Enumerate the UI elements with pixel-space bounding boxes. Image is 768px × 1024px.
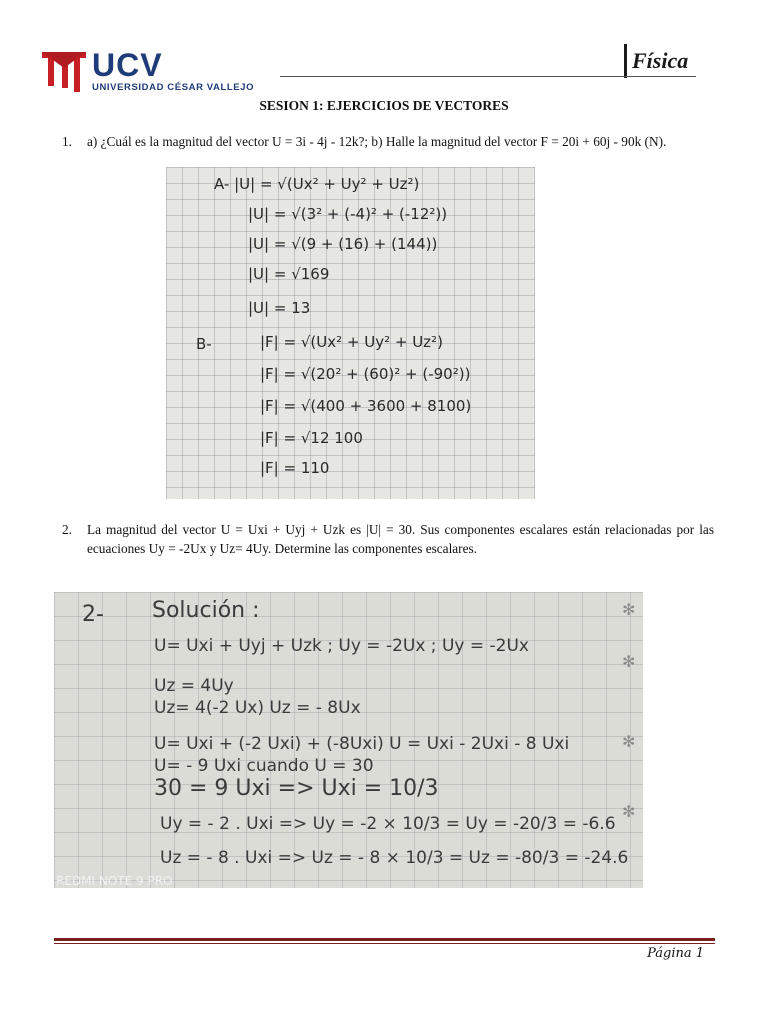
exercise-number: 2.: [62, 522, 72, 537]
photo-line: |F| = √(400 + 3600 + 8100): [260, 397, 472, 415]
exercise-1: [62, 132, 714, 151]
photo-line: |U| = √(9 + (16) + (144)): [248, 235, 438, 253]
flower-decoration-icon: ✻: [622, 652, 636, 671]
exercise-text: a) ¿Cuál es la magnitud del vector U = 3i - 4j - 12k?; b) Halle la magnitud del vector F = 20i + 60j - 90k (N).: [87, 134, 667, 149]
flower-decoration-icon: ✻: [622, 732, 636, 751]
photo-line: |F| = √(Ux² + Uy² + Uz²): [260, 333, 443, 351]
photo-line: A- |U| = √(Ux² + Uy² + Uz²): [214, 175, 420, 193]
footer-rule-thin: [54, 943, 715, 944]
exercise-text: La magnitud del vector U = Uxi + Uyj + Uzk es |U| = 30. Sus componentes escalares están relacionadas por las ecuaciones Uy = -2Ux y Uz= 4Uy. Determine las componentes escalares.: [87, 522, 714, 556]
photo-line: |U| = √169: [248, 265, 330, 283]
header-rule: [280, 76, 696, 77]
photo-line: 30 = 9 Uxi => Uxi = 10/3: [154, 776, 439, 801]
photo-line: U= Uxi + (-2 Uxi) + (-8Uxi) U = Uxi - 2Uxi - 8 Uxi: [154, 734, 570, 754]
course-title: Física: [632, 48, 689, 73]
photo-line: Uz = - 8 . Uxi => Uz = - 8 × 10/3 = Uz = -80/3 = -24.6: [160, 848, 629, 868]
logo-text: UCV: [92, 47, 163, 83]
document-title: SESION 1: EJERCICIOS DE VECTORES: [259, 98, 509, 113]
photo-line: Uz = 4Uy: [154, 676, 234, 696]
photo-line: Uz= 4(-2 Ux) Uz = - 8Ux: [154, 698, 361, 718]
photo-line: |F| = √12 100: [260, 429, 363, 447]
handwritten-solution-photo-2: [54, 592, 643, 888]
flower-decoration-icon: ✻: [622, 802, 636, 821]
photo-line: Solución :: [152, 598, 260, 623]
page-header: [0, 0, 768, 100]
photo-line: |U| = √(3² + (-4)² + (-12²)): [248, 205, 448, 223]
logo-subtext: UNIVERSIDAD CÉSAR VALLEJO: [92, 82, 255, 93]
camera-watermark: REDMI NOTE 9 PRO: [56, 874, 173, 888]
handwritten-solution-photo-1: [166, 167, 535, 499]
photo-line: U= - 9 Uxi cuando U = 30: [154, 756, 374, 776]
page-number: Página 1: [647, 946, 704, 961]
photo-line: |U| = 13: [248, 299, 311, 317]
photo-line: U= Uxi + Uyj + Uzk ; Uy = -2Ux ; Uy = -2Ux: [154, 636, 529, 656]
flower-decoration-icon: ✻: [622, 600, 636, 619]
exercise-number: 1.: [62, 134, 72, 149]
footer-rule: [54, 938, 715, 941]
exercise-2: [62, 520, 714, 558]
header-divider: [624, 44, 627, 78]
photo-line: B-: [196, 335, 212, 353]
photo-line: 2-: [82, 602, 104, 627]
photo-line: Uy = - 2 . Uxi => Uy = -2 × 10/3 = Uy = -20/3 = -6.6: [160, 814, 616, 834]
photo-line: |F| = √(20² + (60)² + (-90²)): [260, 365, 471, 383]
photo-line: |F| = 110: [260, 459, 330, 477]
